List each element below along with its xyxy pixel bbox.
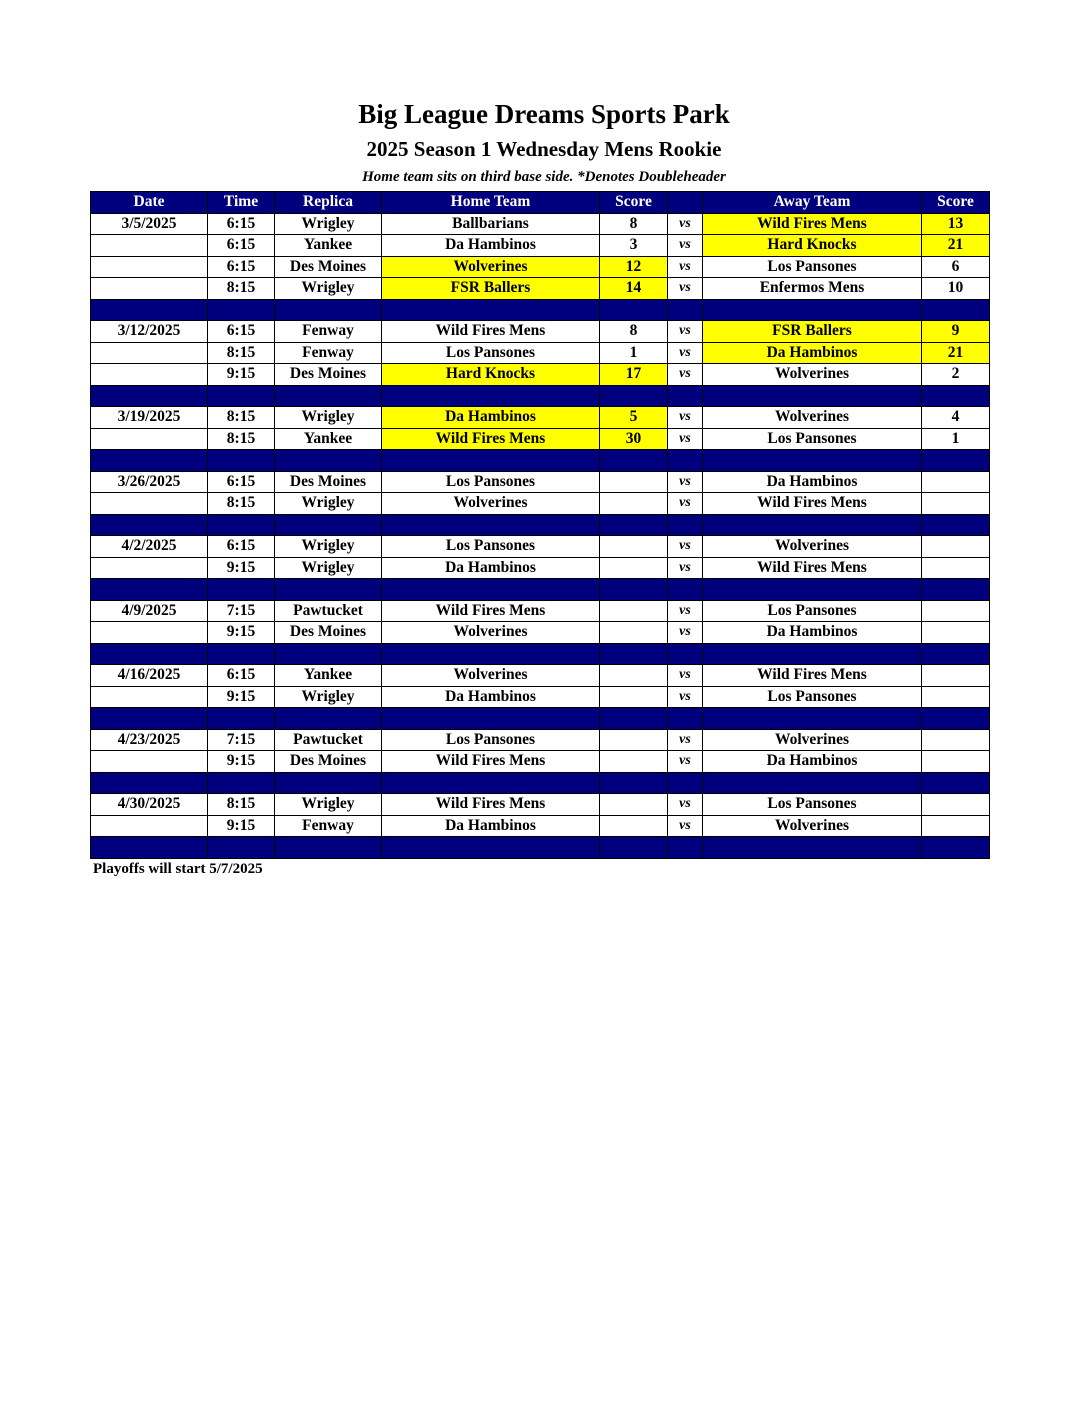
separator-cell xyxy=(600,708,668,730)
page-subtitle: 2025 Season 1 Wednesday Mens Rookie xyxy=(366,137,722,161)
separator-row xyxy=(91,299,990,321)
time-cell: 7:15 xyxy=(208,729,275,751)
time-cell: 9:15 xyxy=(208,622,275,644)
separator-cell xyxy=(91,643,208,665)
replica-cell: Wrigley xyxy=(275,278,382,300)
vs-cell: vs xyxy=(668,213,703,235)
separator-cell xyxy=(275,772,382,794)
home-team-cell: Wild Fires Mens xyxy=(382,428,600,450)
separator-row xyxy=(91,708,990,730)
time-cell: 9:15 xyxy=(208,686,275,708)
separator-cell xyxy=(922,385,990,407)
separator-cell xyxy=(600,643,668,665)
time-cell: 9:15 xyxy=(208,815,275,837)
date-cell xyxy=(91,493,208,515)
home-score-cell: 8 xyxy=(600,213,668,235)
away-score-cell xyxy=(922,751,990,773)
separator-cell xyxy=(275,837,382,859)
home-score-cell xyxy=(600,557,668,579)
away-team-cell: Da Hambinos xyxy=(703,342,922,364)
separator-row xyxy=(91,837,990,859)
game-row xyxy=(91,557,990,579)
date-cell xyxy=(91,278,208,300)
separator-cell xyxy=(91,299,208,321)
separator-cell xyxy=(275,643,382,665)
separator-cell xyxy=(382,643,600,665)
separator-cell xyxy=(208,299,275,321)
replica-cell: Wrigley xyxy=(275,536,382,558)
separator-cell xyxy=(91,385,208,407)
replica-cell: Des Moines xyxy=(275,256,382,278)
vs-cell: vs xyxy=(668,256,703,278)
time-cell: 6:15 xyxy=(208,665,275,687)
replica-cell: Pawtucket xyxy=(275,600,382,622)
away-score-cell xyxy=(922,729,990,751)
home-team-cell: Wolverines xyxy=(382,493,600,515)
away-team-cell: Wild Fires Mens xyxy=(703,213,922,235)
date-cell xyxy=(91,256,208,278)
replica-cell: Yankee xyxy=(275,235,382,257)
home-team-cell: Wild Fires Mens xyxy=(382,751,600,773)
game-row xyxy=(91,278,990,300)
home-score-cell xyxy=(600,729,668,751)
away-team-cell: Hard Knocks xyxy=(703,235,922,257)
time-cell: 7:15 xyxy=(208,600,275,622)
separator-cell xyxy=(91,450,208,472)
vs-cell: vs xyxy=(668,493,703,515)
separator-row xyxy=(91,385,990,407)
separator-cell xyxy=(275,708,382,730)
replica-cell: Wrigley xyxy=(275,407,382,429)
replica-cell: Fenway xyxy=(275,321,382,343)
home-score-cell: 5 xyxy=(600,407,668,429)
time-cell: 6:15 xyxy=(208,471,275,493)
away-score-cell xyxy=(922,600,990,622)
away-score-cell xyxy=(922,471,990,493)
col-header-replica: Replica xyxy=(275,192,382,214)
away-score-cell xyxy=(922,493,990,515)
game-row xyxy=(91,235,990,257)
game-row xyxy=(91,213,990,235)
time-cell: 8:15 xyxy=(208,342,275,364)
away-team-cell: Wolverines xyxy=(703,536,922,558)
separator-cell xyxy=(382,385,600,407)
away-score-cell: 1 xyxy=(922,428,990,450)
home-score-cell: 30 xyxy=(600,428,668,450)
away-team-cell: Wolverines xyxy=(703,729,922,751)
replica-cell: Yankee xyxy=(275,428,382,450)
vs-cell: vs xyxy=(668,686,703,708)
page-title: Big League Dreams Sports Park xyxy=(358,99,730,129)
time-cell: 9:15 xyxy=(208,364,275,386)
home-score-cell: 1 xyxy=(600,342,668,364)
separator-cell xyxy=(703,299,922,321)
away-team-cell: Los Pansones xyxy=(703,428,922,450)
separator-cell xyxy=(668,514,703,536)
separator-cell xyxy=(668,837,703,859)
date-cell xyxy=(91,235,208,257)
separator-cell xyxy=(600,579,668,601)
col-header-away-score: Score xyxy=(922,192,990,214)
separator-cell xyxy=(922,450,990,472)
separator-cell xyxy=(703,643,922,665)
home-team-cell: Da Hambinos xyxy=(382,686,600,708)
separator-cell xyxy=(668,643,703,665)
separator-cell xyxy=(922,643,990,665)
home-score-cell xyxy=(600,471,668,493)
separator-cell xyxy=(703,385,922,407)
separator-cell xyxy=(382,299,600,321)
replica-cell: Pawtucket xyxy=(275,729,382,751)
separator-cell xyxy=(382,837,600,859)
separator-cell xyxy=(91,579,208,601)
home-team-cell: Los Pansones xyxy=(382,729,600,751)
date-cell: 4/30/2025 xyxy=(91,794,208,816)
home-score-cell: 14 xyxy=(600,278,668,300)
vs-cell: vs xyxy=(668,557,703,579)
separator-cell xyxy=(208,385,275,407)
home-team-cell: FSR Ballers xyxy=(382,278,600,300)
vs-cell: vs xyxy=(668,729,703,751)
away-team-cell: Wolverines xyxy=(703,364,922,386)
away-team-cell: Da Hambinos xyxy=(703,471,922,493)
date-cell: 4/9/2025 xyxy=(91,600,208,622)
home-team-cell: Hard Knocks xyxy=(382,364,600,386)
date-cell: 3/5/2025 xyxy=(91,213,208,235)
home-team-note: Home team sits on third base side. *Denotes Doubleheader xyxy=(362,169,726,185)
separator-cell xyxy=(208,772,275,794)
separator-cell xyxy=(382,514,600,536)
game-row xyxy=(91,428,990,450)
col-header-time: Time xyxy=(208,192,275,214)
away-team-cell: Wild Fires Mens xyxy=(703,557,922,579)
game-row xyxy=(91,342,990,364)
separator-cell xyxy=(208,643,275,665)
vs-cell: vs xyxy=(668,428,703,450)
away-team-cell: Los Pansones xyxy=(703,256,922,278)
vs-cell: vs xyxy=(668,278,703,300)
date-cell: 4/23/2025 xyxy=(91,729,208,751)
away-team-cell: Los Pansones xyxy=(703,600,922,622)
playoffs-note: Playoffs will start 5/7/2025 xyxy=(93,861,263,877)
date-cell: 3/26/2025 xyxy=(91,471,208,493)
home-team-cell: Da Hambinos xyxy=(382,557,600,579)
separator-cell xyxy=(703,708,922,730)
separator-cell xyxy=(382,450,600,472)
separator-cell xyxy=(668,450,703,472)
home-score-cell xyxy=(600,622,668,644)
replica-cell: Wrigley xyxy=(275,557,382,579)
home-team-cell: Los Pansones xyxy=(382,471,600,493)
col-header-vs xyxy=(668,192,703,214)
separator-cell xyxy=(600,837,668,859)
separator-cell xyxy=(668,299,703,321)
game-row xyxy=(91,600,990,622)
home-score-cell: 12 xyxy=(600,256,668,278)
home-score-cell xyxy=(600,665,668,687)
away-score-cell: 6 xyxy=(922,256,990,278)
separator-cell xyxy=(668,772,703,794)
game-row xyxy=(91,815,990,837)
col-header-home-team: Home Team xyxy=(382,192,600,214)
replica-cell: Des Moines xyxy=(275,364,382,386)
home-score-cell: 3 xyxy=(600,235,668,257)
separator-row xyxy=(91,514,990,536)
replica-cell: Wrigley xyxy=(275,493,382,515)
separator-cell xyxy=(91,837,208,859)
away-score-cell: 13 xyxy=(922,213,990,235)
away-team-cell: FSR Ballers xyxy=(703,321,922,343)
separator-cell xyxy=(703,837,922,859)
away-team-cell: Wild Fires Mens xyxy=(703,665,922,687)
date-cell xyxy=(91,364,208,386)
time-cell: 6:15 xyxy=(208,213,275,235)
game-row xyxy=(91,665,990,687)
vs-cell: vs xyxy=(668,665,703,687)
game-row xyxy=(91,321,990,343)
separator-cell xyxy=(91,514,208,536)
separator-row xyxy=(91,772,990,794)
replica-cell: Des Moines xyxy=(275,751,382,773)
date-cell xyxy=(91,342,208,364)
separator-cell xyxy=(703,579,922,601)
separator-cell xyxy=(600,385,668,407)
away-score-cell xyxy=(922,536,990,558)
vs-cell: vs xyxy=(668,794,703,816)
vs-cell: vs xyxy=(668,600,703,622)
vs-cell: vs xyxy=(668,471,703,493)
time-cell: 6:15 xyxy=(208,321,275,343)
away-team-cell: Wolverines xyxy=(703,815,922,837)
away-score-cell: 21 xyxy=(922,342,990,364)
separator-cell xyxy=(91,772,208,794)
time-cell: 8:15 xyxy=(208,794,275,816)
date-cell: 3/12/2025 xyxy=(91,321,208,343)
separator-cell xyxy=(275,385,382,407)
home-score-cell xyxy=(600,815,668,837)
away-score-cell xyxy=(922,686,990,708)
away-score-cell xyxy=(922,622,990,644)
header-row xyxy=(91,192,990,214)
home-team-cell: Ballbarians xyxy=(382,213,600,235)
date-cell xyxy=(91,428,208,450)
separator-cell xyxy=(922,772,990,794)
away-score-cell xyxy=(922,557,990,579)
separator-cell xyxy=(922,299,990,321)
home-score-cell: 8 xyxy=(600,321,668,343)
time-cell: 9:15 xyxy=(208,751,275,773)
separator-row xyxy=(91,579,990,601)
home-team-cell: Da Hambinos xyxy=(382,235,600,257)
separator-cell xyxy=(703,450,922,472)
replica-cell: Des Moines xyxy=(275,471,382,493)
separator-cell xyxy=(208,837,275,859)
separator-cell xyxy=(922,514,990,536)
home-score-cell: 17 xyxy=(600,364,668,386)
separator-cell xyxy=(382,708,600,730)
date-cell: 3/19/2025 xyxy=(91,407,208,429)
game-row xyxy=(91,493,990,515)
time-cell: 6:15 xyxy=(208,235,275,257)
separator-cell xyxy=(703,514,922,536)
away-score-cell xyxy=(922,794,990,816)
home-score-cell xyxy=(600,536,668,558)
away-score-cell: 10 xyxy=(922,278,990,300)
vs-cell: vs xyxy=(668,751,703,773)
home-score-cell xyxy=(600,600,668,622)
time-cell: 8:15 xyxy=(208,278,275,300)
game-row xyxy=(91,364,990,386)
time-cell: 9:15 xyxy=(208,557,275,579)
separator-cell xyxy=(382,772,600,794)
time-cell: 8:15 xyxy=(208,407,275,429)
game-row xyxy=(91,471,990,493)
away-team-cell: Los Pansones xyxy=(703,794,922,816)
away-score-cell: 9 xyxy=(922,321,990,343)
replica-cell: Fenway xyxy=(275,342,382,364)
time-cell: 6:15 xyxy=(208,256,275,278)
date-cell xyxy=(91,557,208,579)
away-score-cell xyxy=(922,815,990,837)
home-team-cell: Wolverines xyxy=(382,665,600,687)
time-cell: 8:15 xyxy=(208,493,275,515)
home-team-cell: Los Pansones xyxy=(382,342,600,364)
separator-cell xyxy=(600,299,668,321)
separator-cell xyxy=(91,708,208,730)
date-cell xyxy=(91,622,208,644)
home-team-cell: Wolverines xyxy=(382,622,600,644)
home-score-cell xyxy=(600,493,668,515)
away-score-cell xyxy=(922,665,990,687)
separator-cell xyxy=(275,450,382,472)
game-row xyxy=(91,729,990,751)
vs-cell: vs xyxy=(668,364,703,386)
schedule-table xyxy=(90,191,990,859)
home-team-cell: Wild Fires Mens xyxy=(382,600,600,622)
replica-cell: Wrigley xyxy=(275,794,382,816)
separator-cell xyxy=(208,579,275,601)
vs-cell: vs xyxy=(668,407,703,429)
replica-cell: Des Moines xyxy=(275,622,382,644)
away-team-cell: Wolverines xyxy=(703,407,922,429)
game-row xyxy=(91,536,990,558)
home-team-cell: Wild Fires Mens xyxy=(382,321,600,343)
separator-cell xyxy=(922,708,990,730)
away-team-cell: Enfermos Mens xyxy=(703,278,922,300)
vs-cell: vs xyxy=(668,815,703,837)
separator-cell xyxy=(600,772,668,794)
home-team-cell: Wild Fires Mens xyxy=(382,794,600,816)
home-score-cell xyxy=(600,751,668,773)
vs-cell: vs xyxy=(668,321,703,343)
game-row xyxy=(91,622,990,644)
away-score-cell: 2 xyxy=(922,364,990,386)
date-cell: 4/2/2025 xyxy=(91,536,208,558)
game-row xyxy=(91,407,990,429)
separator-cell xyxy=(922,579,990,601)
separator-cell xyxy=(275,299,382,321)
replica-cell: Yankee xyxy=(275,665,382,687)
home-team-cell: Wolverines xyxy=(382,256,600,278)
date-cell xyxy=(91,751,208,773)
col-header-away-team: Away Team xyxy=(703,192,922,214)
separator-cell xyxy=(275,579,382,601)
separator-cell xyxy=(922,837,990,859)
game-row xyxy=(91,686,990,708)
separator-row xyxy=(91,450,990,472)
schedule-body xyxy=(91,213,990,858)
vs-cell: vs xyxy=(668,536,703,558)
away-team-cell: Da Hambinos xyxy=(703,622,922,644)
separator-cell xyxy=(703,772,922,794)
separator-cell xyxy=(208,450,275,472)
away-team-cell: Los Pansones xyxy=(703,686,922,708)
time-cell: 8:15 xyxy=(208,428,275,450)
separator-cell xyxy=(275,514,382,536)
away-team-cell: Da Hambinos xyxy=(703,751,922,773)
away-score-cell: 4 xyxy=(922,407,990,429)
vs-cell: vs xyxy=(668,342,703,364)
time-cell: 6:15 xyxy=(208,536,275,558)
separator-cell xyxy=(600,514,668,536)
game-row xyxy=(91,751,990,773)
separator-cell xyxy=(668,708,703,730)
date-cell xyxy=(91,686,208,708)
separator-cell xyxy=(208,708,275,730)
separator-cell xyxy=(382,579,600,601)
separator-row xyxy=(91,643,990,665)
separator-cell xyxy=(668,579,703,601)
separator-cell xyxy=(668,385,703,407)
replica-cell: Wrigley xyxy=(275,686,382,708)
separator-cell xyxy=(208,514,275,536)
vs-cell: vs xyxy=(668,235,703,257)
home-team-cell: Da Hambinos xyxy=(382,407,600,429)
game-row xyxy=(91,794,990,816)
away-team-cell: Wild Fires Mens xyxy=(703,493,922,515)
home-team-cell: Los Pansones xyxy=(382,536,600,558)
game-row xyxy=(91,256,990,278)
separator-cell xyxy=(600,450,668,472)
home-score-cell xyxy=(600,686,668,708)
replica-cell: Fenway xyxy=(275,815,382,837)
vs-cell: vs xyxy=(668,622,703,644)
date-cell: 4/16/2025 xyxy=(91,665,208,687)
replica-cell: Wrigley xyxy=(275,213,382,235)
home-score-cell xyxy=(600,794,668,816)
home-team-cell: Da Hambinos xyxy=(382,815,600,837)
col-header-home-score: Score xyxy=(600,192,668,214)
away-score-cell: 21 xyxy=(922,235,990,257)
date-cell xyxy=(91,815,208,837)
col-header-date: Date xyxy=(91,192,208,214)
